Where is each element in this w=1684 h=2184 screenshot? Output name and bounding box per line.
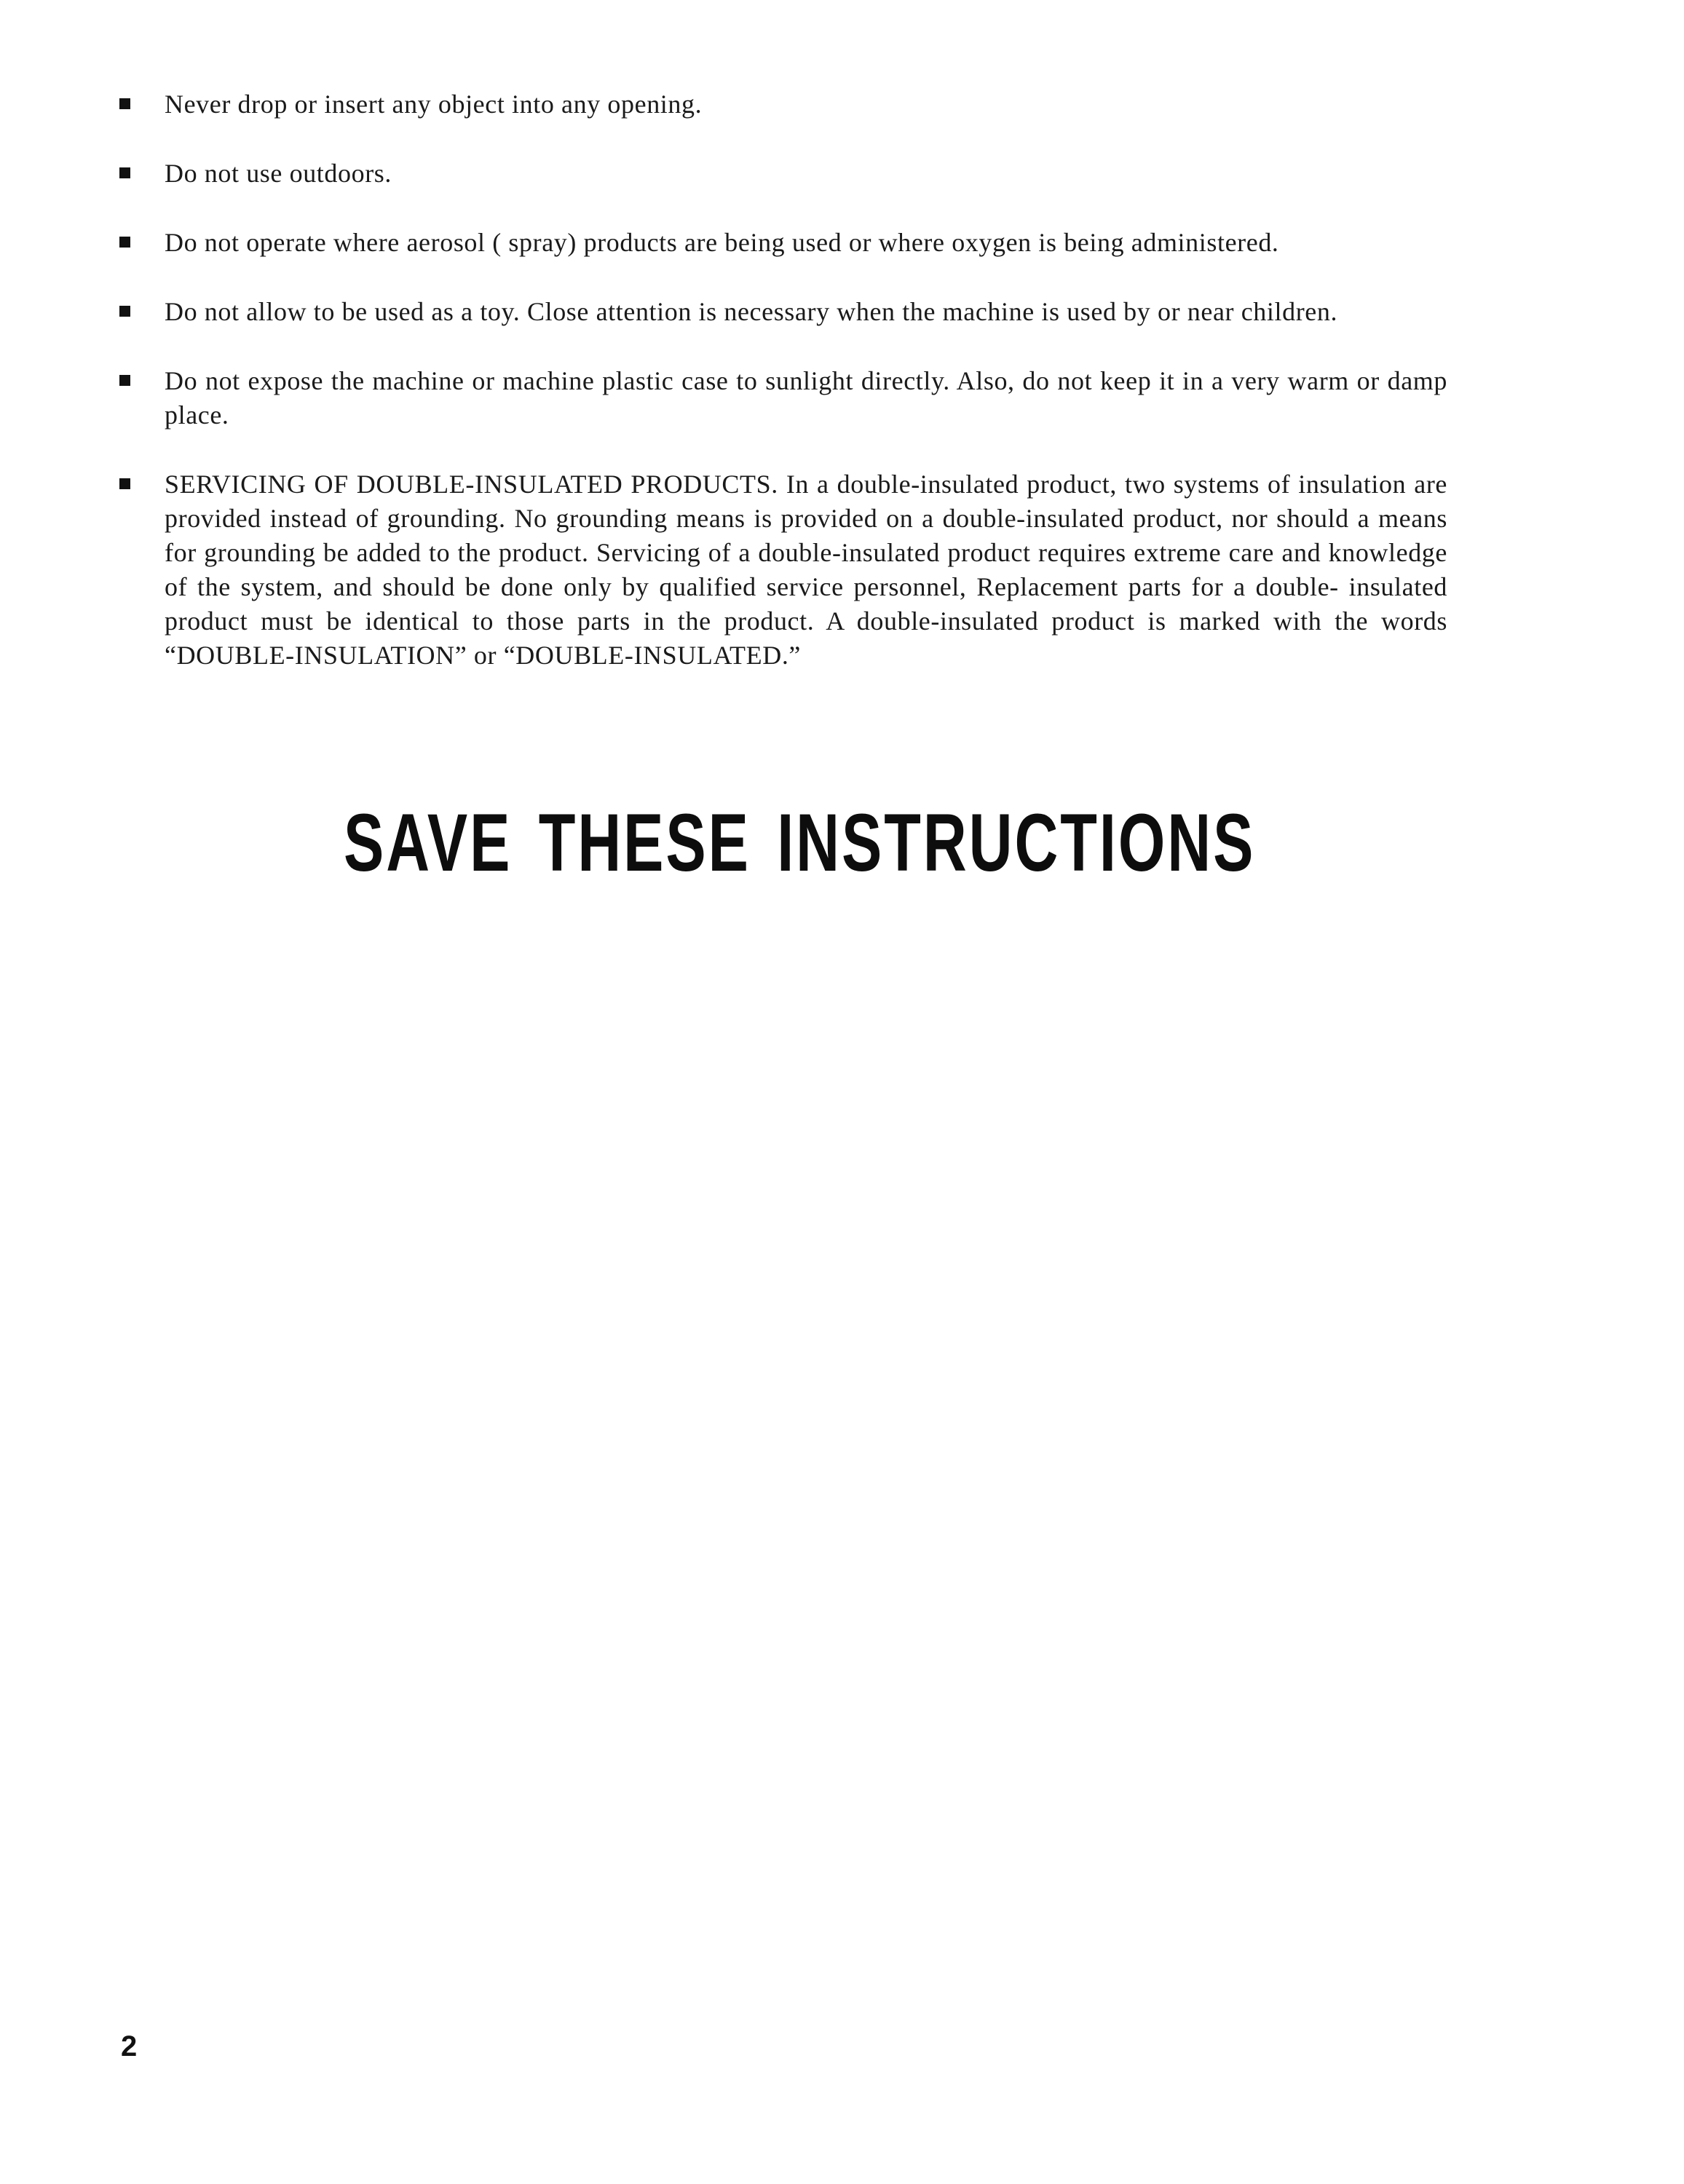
safety-item-text: Do not allow to be used as a toy. Close attention is necessary when the machine is used by or near children. — [165, 297, 1338, 326]
safety-item-text: Do not expose the machine or machine plastic case to sunlight directly. Also, do not keep it in a very warm or damp place. — [165, 366, 1447, 430]
safety-item-no-outdoors — [115, 157, 1447, 191]
square-bullet-icon — [119, 237, 130, 248]
square-bullet-icon — [119, 98, 130, 109]
safety-item-not-a-toy — [115, 295, 1447, 329]
safety-item-double-insulation — [115, 467, 1447, 673]
safety-instructions-list — [115, 87, 1447, 708]
safety-item-text: SERVICING OF DOUBLE-INSULATED PRODUCTS. In a double-insulated product, two systems of insulation are provided instead of grounding. No grounding means is provided on a double-insulated product, nor should a means for grounding be added to the product. Servicing of a double-insulated product requires extreme care and knowledge of the system, and should be done only by qualified service personnel, Replacement parts for a double- insulated product must be identical to those parts in the product. A double-insulated product is marked with the words “DOUBLE-INSULATION” or “DOUBLE-INSULATED.” — [165, 470, 1447, 670]
save-instructions-heading: SAVE THESE INSTRUCTIONS — [344, 797, 1256, 888]
safety-item-text: Do not use outdoors. — [165, 159, 392, 188]
safety-item-aerosol-oxygen — [115, 226, 1447, 260]
square-bullet-icon — [119, 478, 130, 489]
safety-item-no-objects — [115, 87, 1447, 122]
page-number: 2 — [121, 2030, 138, 2062]
square-bullet-icon — [119, 306, 130, 317]
safety-item-sunlight — [115, 364, 1447, 432]
square-bullet-icon — [119, 167, 130, 178]
safety-item-text: Never drop or insert any object into any opening. — [165, 90, 703, 119]
safety-item-text: Do not operate where aerosol ( spray) products are being used or where oxygen is being administered. — [165, 228, 1279, 257]
square-bullet-icon — [119, 375, 130, 386]
